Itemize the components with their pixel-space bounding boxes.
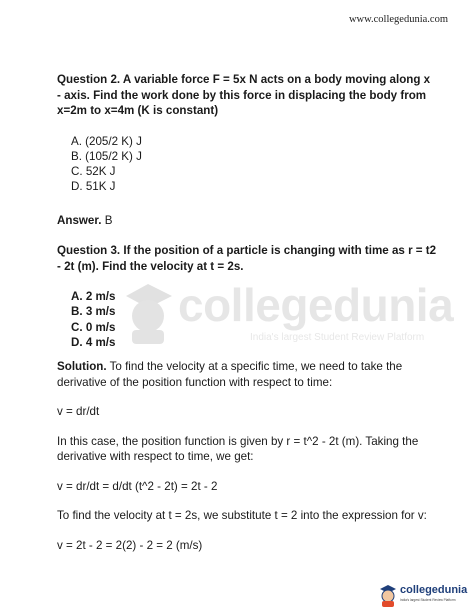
question-3-options — [57, 289, 437, 350]
formula-1: v = dr/dt — [57, 405, 100, 419]
footer-tagline: India's largest Student Review Platform — [400, 598, 456, 602]
solution-intro — [57, 359, 437, 390]
answer-label: Answer. — [57, 213, 102, 227]
option-b: B. (105/2 K) J — [71, 149, 142, 163]
question-3-text: Question 3. If the position of a particle is changing with time as r = t2 - 2t (m). Find the velocity at t = 2s. — [57, 244, 437, 273]
option-c: C. 52K J — [71, 165, 116, 179]
answer-value: B — [101, 213, 113, 227]
solution-intro-text: To find the velocity at a specific time, we need to take the derivative of the position function with respect to time: — [57, 360, 403, 389]
option-d: D. 51K J — [71, 180, 116, 194]
formula-3: v = 2t - 2 = 2(2) - 2 = 2 (m/s) — [57, 538, 203, 552]
option-d: D. 4 m/s — [71, 336, 116, 350]
question-content — [57, 72, 437, 553]
solution-label: Solution. — [57, 360, 107, 374]
question-2-text: Question 2. A variable force F = 5x N acts on a body moving along x - axis. Find the work done by this force in displacing the body from x=2m to x=4m (K is constant) — [57, 73, 431, 117]
solution-paragraph-3: To find the velocity at t = 2s, we substitute t = 2 into the expression for v: — [57, 509, 427, 523]
mascot-icon — [378, 583, 398, 607]
footer-brand: collegedunia — [400, 584, 468, 596]
footer-logo — [378, 583, 470, 609]
watermark-tagline: India's largest Student Review Platform — [250, 332, 425, 343]
option-c: C. 0 m/s — [71, 320, 116, 334]
site-url: www.collegedunia.com — [348, 14, 448, 25]
formula-2: v = dr/dt = d/dt (t^2 - 2t) = 2t - 2 — [57, 479, 218, 493]
option-b: B. 3 m/s — [71, 305, 116, 319]
question-2-options — [57, 134, 437, 195]
answer-line — [57, 213, 437, 229]
option-a: A. 2 m/s — [71, 290, 116, 304]
watermark-brand: collegedunia — [178, 279, 454, 331]
option-a: A. (205/2 K) J — [71, 134, 142, 148]
solution-paragraph-2: In this case, the position function is given by r = t^2 - 2t (m). Taking the derivative with respect to time, we get: — [57, 434, 419, 464]
